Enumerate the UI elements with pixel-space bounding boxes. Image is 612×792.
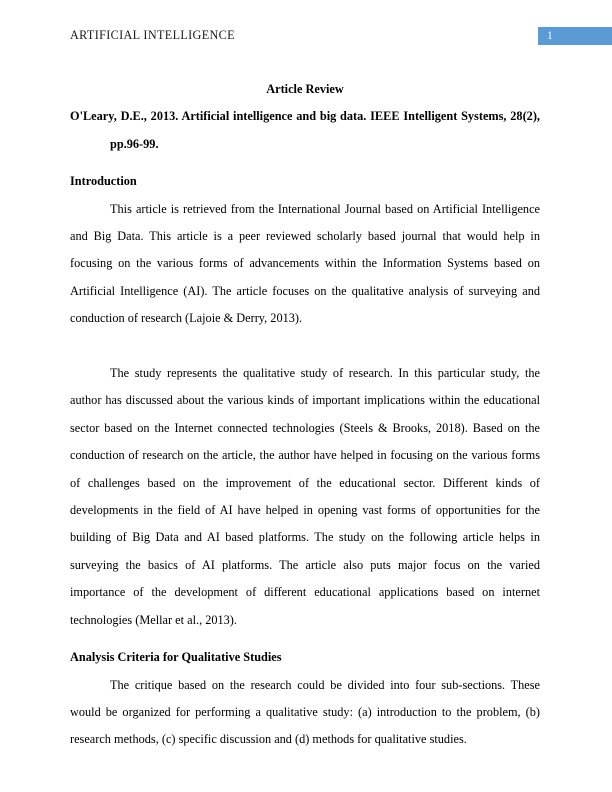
page-number-value: 1 xyxy=(547,30,553,42)
article-citation: O'Leary, D.E., 2013. Artificial intelligence and big data. IEEE Intelligent Systems, 28(2), pp.96-99. xyxy=(70,109,540,151)
page-header xyxy=(0,0,612,62)
paragraph-analysis-1: The critique based on the research could be divided into four sub-sections. These would be organized for performing a qualitative study: (a) introduction to the problem, (b) research methods, (c) specific discussion and (d) methods for qualitative studies. xyxy=(70,677,540,747)
section-heading-introduction: Introduction xyxy=(70,174,137,189)
document-body xyxy=(70,76,540,754)
paragraph-intro-1: This article is retrieved from the International Journal based on Artificial Intelligence and Big Data. This article is a peer reviewed scholarly based journal that would help in focusing on the various forms of advancements within the Information Systems based on Artificial Intelligence (AI). The article focuses on the qualitative analysis of surveying and conduction of research (Lajoie & Derry, 2013). xyxy=(70,201,540,326)
paragraph-intro-2: The study represents the qualitative study of research. In this particular study, the author has discussed about the various kinds of important implications within the educational sector based on the Internet connected technologies (Steels & Brooks, 2018). Based on the conduction of research on the article, the author have helped in focusing on the various forms of challenges based on the improvement of the educational sector. Different kinds of developments in the field of AI have helped in opening vast forms of opportunities for the building of Big Data and AI based platforms. The study on the following article helps in surveying the basics of AI platforms. The article also puts major focus on the varied importance of the development of different educational applications based on internet technologies (Mellar et al., 2013). xyxy=(70,366,540,627)
running-header-title: ARTIFICIAL INTELLIGENCE xyxy=(70,28,235,42)
paragraph-spacer xyxy=(70,333,540,360)
page-number-badge xyxy=(538,27,612,45)
page-title: Article Review xyxy=(266,82,344,96)
section-heading-analysis-criteria: Analysis Criteria for Qualitative Studies xyxy=(70,650,282,665)
